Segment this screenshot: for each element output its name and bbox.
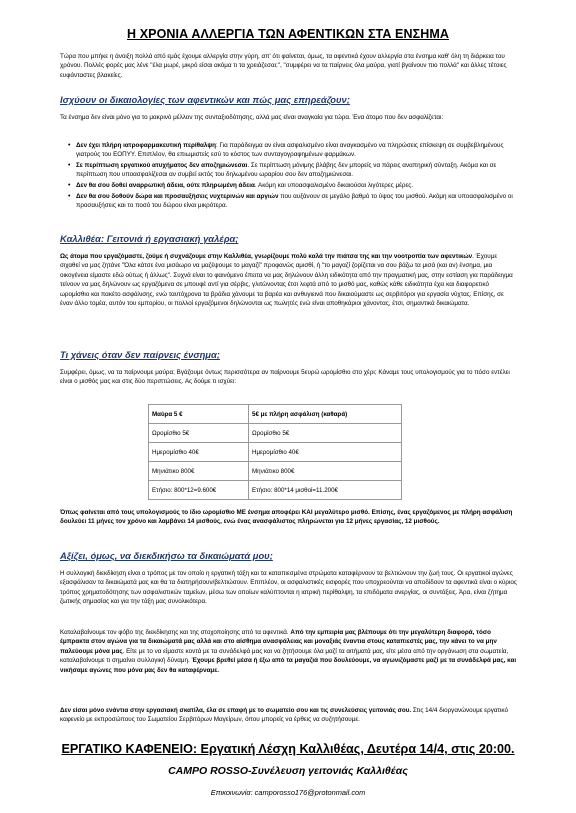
table-cell: Ημερομίσθιο 40€	[249, 443, 402, 462]
table-row	[149, 481, 402, 500]
organizer-name: CAMPO ROSSO-Συνέλευση γειτονιάς Καλλιθέας	[168, 765, 408, 777]
claim-paragraph-3: Δεν είσαι μόνο ενάντια στην εργασιακή σκατίλα, έλα σε επαφή με το σωματείο σου και τις συνελεύσεις γειτονιάς σου. Στις 14/4 διοργανώνουμε εργατικό καφενείο με εκπροσώπους του Σωματείου Σερβιτόρων Μαγείρων, όπου μπορείς να έρθεις να συζητήσουμε.	[60, 707, 508, 724]
intro-paragraph: Τώρα που μπήκε η άνοιξη πολλά από εμάς έχουμε αλλεργία στην γύρη, απ' ότι φαίνεται, όμως, τα αφεντικά έχουν αλλεργία στα ένσημα καθ' όλη τη διάρκεια του χρόνου. Πολλές φορές μας λένε "έλα μωρέ, μικρό είσαι ακόμα τι τα χρειάζεσαι;", "συμφέρει να τα παίρνεις όλα μαύρα, γιατί βγαίνουν πιο πολλά" και άλλες τέτοιες ευφάνταστες βλακείες.	[60, 53, 507, 79]
table-header-cell: Μαύρα 5 €	[149, 405, 249, 424]
claim-paragraph-1: Η συλλογική διεκδίκηση είναι ο τρόπος με τον οποίο η εργατική τάξη και τα καταπιεσμένα στρώματα καταφέρνουν τα βελτιώνουν την ζωή τους. Οι εργατικοί αγώνες εξασφάλισαν τα δικαιώματά μας και θα τα διατηρήσουν/βελτιώσουν. Επιπλέον, οι ασφαλιστικές εισφορές που υποχρεούνται να αποδίδουν τα αφεντικά είναι ο κύριος τρόπος χρηματοδότησης των ασφαλιστικών ταμείων, μέσω των οποίων καλύπτονται η ιατρική περίθαλψη, τα επιδόματα ανεργίας, οι συντάξεις. Άρα, είναι ζήτημα ζωτικής σημασίας και για την τάξη μας συνολικότερα.	[60, 570, 517, 606]
list-item: • Δεν θα σου δοθούν δώρα και προσαυξήσεις νυχτερινών και αργιών που αυξάνουν σε μεγάλο βαθμό το ύψος του μισθού. Ακόμη και υποασφαλισμένο οι προσαυξήσεις και το ποσό του δώρου είναι μικρότερα.	[68, 192, 518, 211]
list-item: • Σε περίπτωση εργατικού ατυχήματος δεν αποζημιώνεσαι. Σε περίπτωση μόνιμης βλάβης δεν μπορείς να πάρεις αναπηρική σύνταξη. Ακόμα και σε περίπτωση που υποασφαλίζεσαι αν συμβεί εκτός του δηλωμένου ωραρίου σου δεν αποζημιώνεσαι.	[68, 161, 518, 180]
page-title: Η ΧΡΟΝΙΑ ΑΛΛΕΡΓΙΑ ΤΩΝ ΑΦΕΝΤΙΚΩΝ ΣΤΑ ΕΝΣΗΜΑ	[127, 27, 449, 41]
claim-paragraph-2: Καταλαβαίνουμε τον φόβο της διεκδίκησης και της στοχοποίησης από τα αφεντικά. Από την εμπειρία μας βλέπουμε ότι την μεγαλύτερη διαφορά, τόσο έμπρακτα στον αγώνα για τα δικαιώματά μας αλλά και στο αίσθημα ανασφάλειας και μοναξιάς έναντια στους καταπιεστές μας, την κάνει το να μην παλεύουμε μόνα μας. Είτε με το να είμαστε κοντά με τα συνάδελφά μας και να ζητήσουμε όλα μαζί τα αιτήματά μας, είτε μέσα από την οργάνωση στα σωματεία, καταλαβαίνουμε τι σημαίνει συλλογική δύναμη. Έχουμε βρεθεί μέσα ή έξω από τα μαγαζιά που δουλεύουμε, να αγωνιζόμαστε μαζί με τα συνάδελφά μας, και νικήσαμε αγώνες που μόνα μας δεν θα καταφέρναμε.	[60, 629, 517, 674]
losses-paragraph: Συμφέρει, όμως, να τα παίρνουμε μαύρα; Βγάζουμε όντως περισσότερα αν παίρνουμε 5ευρώ ωρομίσθιο στο χέρι; Κάναμε τους υπολογισμούς για το πόσο εντέλει είναι ο μισθός μας και στις δύο περιπτώσεις. Ας δούμε τι ισχύει:	[60, 369, 510, 386]
event-announcement: ΕΡΓΑΤΙΚΟ ΚΑΦΕΝΕΙΟ: Εργατική Λέσχη Καλλιθέας, Δευτέρα 14/4, στις 20:00.	[61, 742, 515, 756]
table-header-cell: 5€ με πλήρη ασφάλιση (καθαρά)	[249, 405, 402, 424]
excuses-lead: Τα ένσημα δεν είναι μόνο για το μακρινό μέλλον της συνταξιοδότησης, αλλά μας είναι αναγκαία για τώρα. Ένα άτομο που δεν ασφαλίζεται:	[60, 114, 444, 121]
table-row	[149, 462, 402, 481]
kallithea-paragraph: Ως άτομα που εργαζόμαστε, ζούμε ή συχνάζουμε στην Καλλιθέα, γνωρίζουμε πολύ καλά την πιάτσα της και την νοοτροπία των αφεντικών. Έχουμε σιχαθεί να μας ζητάνε "Όλα κάτσε ένα μισάωρο να μαζέψουμε το μαγαζί" προφανώς αμισθί, ή "το μαγαζί ζορίζεται να σου βάζω τα μισά (και αν) ένσημα, μια οικογένεια είμαστε εδώ ούτως ή άλλως". Συχνά είναι το φαινόμενο έπειτα να μας δηλώνουν άλλη ειδικότητα από την πραγματική μας, στην εστίαση για παράδειγμα τείνουν να μας δηλώνουν ως εργαζόμενα σε μπουφέ αντί για σέρβις, γλιτώνοντας έτσι λεφτά από το μισθό μας, καθώς κάθε ειδικότητα έχει και διαφορετικό ωρομίσθιο και πακέτο ασφάλισης, ενώ ταυτόχρονα τα βράδια χάνουμε τα βαρέα και ανθυγιεινά που δικαιούμαστε ως σερβιτόροι για εργασία νύχτας. Επίσης, σε έναν άλλο τομέα, αυτόν του εμπορίου, οι πολλοί εργαζόμενοι δηλώνονται ως πωλητές ενώ είναι αποθηκάριοι χάνοντας, έτσι, σημαντικά δικαιώματα.	[60, 253, 513, 308]
wage-comparison-table	[148, 404, 402, 500]
table-cell: Ωρομίσθιο 5€	[149, 424, 249, 443]
table-cell: Ωρομίσθιο 5€	[249, 424, 402, 443]
list-item: • Δεν θα σου δοθεί αναρρωτική άδεια, ούτε πληρωμένη άδεια. Ακόμη και υποασφαλισμένο δικαιούσαι λιγότερες μέρες.	[68, 181, 518, 190]
table-header-row	[149, 405, 402, 424]
section-heading-claim: Αξίζει, όμως, να διεκδικήσω τα δικαιώματά μου;	[60, 550, 273, 561]
contact-line: Επικοινωνία: camporosso176@protonmail.com	[210, 788, 366, 797]
table-row	[149, 424, 402, 443]
section-heading-kallithea: Καλλιθέα: Γειτονιά ή εργασιακή γαλέρα;	[60, 233, 239, 244]
section-heading-losses: Τι χάνεις όταν δεν παίρνεις ένσημα;	[60, 349, 220, 360]
list-item: • Δεν έχει πλήρη ιατροφαρμακευτική περίθαλψη: Για παράδειγμα αν είναι ασφαλισμένο είναι αναγκασμένο να πληρώσεις επίσκεψη σε συμβεβλημένους γιατρούς του ΕΟΠΥΥ. Επιπλέον, θα επιωμιστείς εσύ το κόστος των συνταγογραφημένων φαρμάκων.	[68, 141, 518, 160]
table-cell: Μηνιάτικο 800€	[149, 462, 249, 481]
table-conclusion: Όπως φαίνεται από τους υπολογισμούς το ίδιο ωρομίσθιο ΜΕ ένσημα αποφέρει ΚΑΙ μεγαλύτερο μισθό. Επίσης, ένας εργαζόμενος με πλήρη ασφάλιση δουλεύει 11 μήνες τον χρόνο και λαμβάνει 14 μισθούς, ενώ ένας ανασφάλιστος πληρώνεται για 12 μήνες εργασίας, 12 μισθούς.	[60, 509, 513, 526]
table-cell: Μηνιάτικο 800€	[249, 462, 402, 481]
consequences-list	[68, 141, 518, 212]
section-heading-excuses: Ισχύουν οι δικαιολογίες των αφεντικών και πώς μας επηρεάζουν;	[60, 94, 350, 105]
table-cell: Ετήσιο: 800*14 μισθοί=11.200€	[249, 481, 402, 500]
table-row	[149, 443, 402, 462]
table-cell: Ημερομίσθιο 40€	[149, 443, 249, 462]
table-cell: Ετήσιο: 800*12=9.600€	[149, 481, 249, 500]
